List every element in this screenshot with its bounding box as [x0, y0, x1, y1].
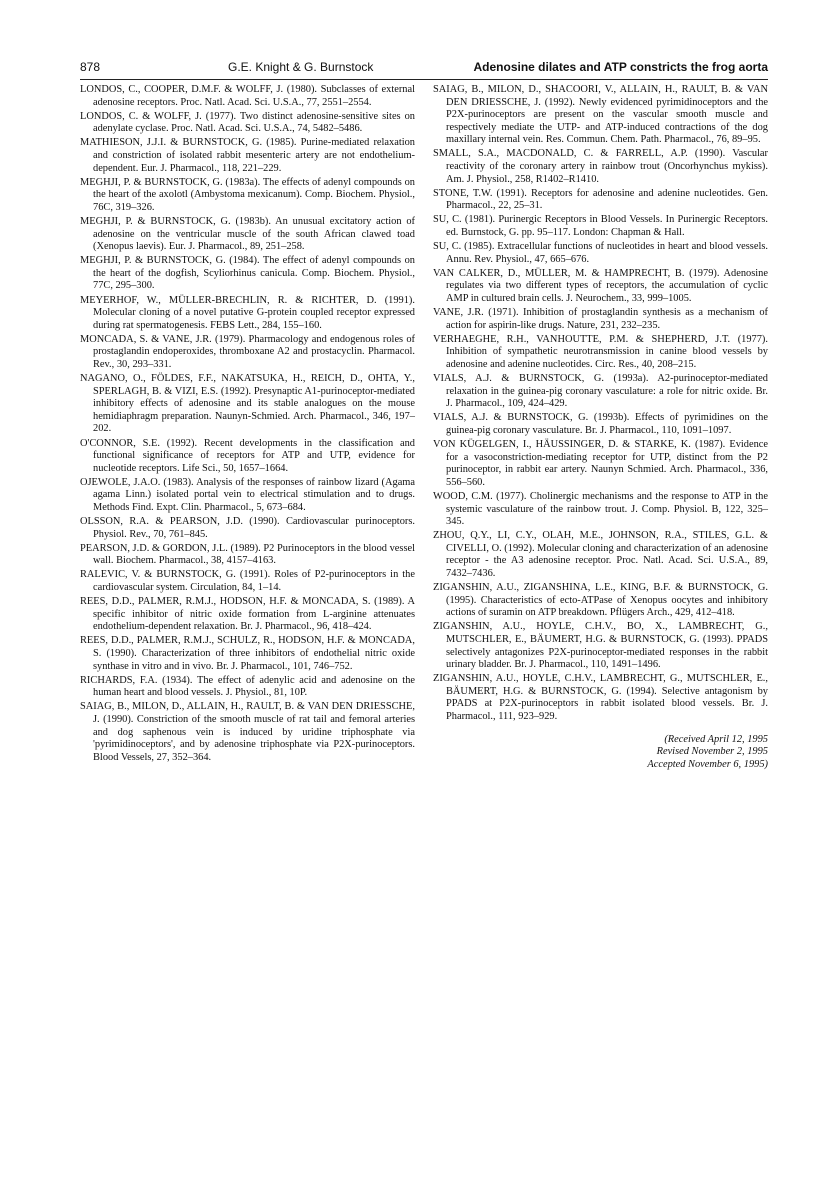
reference-entry: MEGHJI, P. & BURNSTOCK, G. (1983a). The effects of adenyl compounds on the heart of the axolotl (Ambystoma mexicanum). Comp. Biochem. Physiol., 76C, 319–326. [80, 176, 415, 213]
revised-date: Revised November 2, 1995 [656, 746, 768, 758]
reference-entry: ZIGANSHIN, A.U., ZIGANSHINA, L.E., KING, B.F. & BURNSTOCK, G. (1995). Characteristics of ecto-ATPase of Xenopus oocytes and inhibitory actions of suramin on ATP breakdown. Pflügers Arch., 429, 412–418. [433, 582, 768, 619]
reference-entry: MATHIESON, J.J.I. & BURNSTOCK, G. (1985). Purine-mediated relaxation and constriction of isolated rabbit mesenteric artery are not endothelium-dependent. Eur. J. Pharmacol., 118, 221–229. [80, 137, 415, 174]
reference-entry: SAIAG, B., MILON, D., SHACOORI, V., ALLAIN, H., RAULT, B. & VAN DEN DRIESSCHE, J. (1992). Newly evidenced pyrimidinoceptors and the P2X-purinoceptors are present on the vascular smooth muscle and respectively mediate the UTP- and ATP-induced contractions of the dog maxillary internal vein. Res. Commun. Chem. Path. Pharmacol., 76, 89–95. [433, 84, 768, 146]
reference-entry: MEGHJI, P. & BURNSTOCK, G. (1983b). An unusual excitatory action of adenosine on the ventricular muscle of the south African clawed toad (Xenopus laevis). Eur. J. Pharmacol., 89, 251–258. [80, 215, 415, 253]
header-rule [80, 79, 768, 80]
reference-entry: VERHAEGHE, R.H., VANHOUTTE, P.M. & SHEPHERD, J.T. (1977). Inhibition of sympathetic neurotransmission in canine blood vessels by adenosine and adenine nucleotides. Circ. Res., 40, 208–215. [433, 333, 768, 370]
running-header [80, 60, 768, 74]
reference-entry: VIALS, A.J. & BURNSTOCK, G. (1993a). A2-purinoceptor-mediated relaxation in the guinea-pig coronary vasculature: a role for nitric oxide. Br. J. Pharmacol., 109, 424–429. [433, 373, 768, 410]
reference-entry: LONDOS, C., COOPER, D.M.F. & WOLFF, J. (1980). Subclasses of external adenosine receptors. Proc. Natl. Acad. Sci. U.S.A., 77, 2551–2554. [80, 84, 415, 108]
references-left-column [80, 84, 415, 766]
reference-entry: ZIGANSHIN, A.U., HOYLE, C.H.V., BO, X., LAMBRECHT, G., MUTSCHLER, E., BÄUMERT, H.G. & BURNSTOCK, G. (1993). PPADS selectively antagonizes P2X-purinoceptor-mediated responses in the rabbit urinary bladder. Br. J. Pharmacol., 110, 1491–1496. [433, 621, 768, 671]
header-authors: G.E. Knight & G. Burnstock [228, 60, 374, 74]
reference-entry: RICHARDS, F.A. (1934). The effect of adenylic acid and adenosine on the human heart and blood vessels. J. Physiol., 81, 10P. [80, 674, 415, 699]
manuscript-dates [433, 734, 768, 772]
reference-entry: O'CONNOR, S.E. (1992). Recent developments in the classification and functional significance of receptors for ATP and UTP, evidence for nucleotide receptors. Life Sci., 50, 1657–1664. [80, 437, 415, 474]
reference-entry: RALEVIC, V. & BURNSTOCK, G. (1991). Roles of P2-purinoceptors in the cardiovascular system. Circulation, 84, 1–14. [80, 569, 415, 594]
running-title: Adenosine dilates and ATP constricts the frog aorta [473, 60, 768, 74]
reference-entry: ZHOU, Q.Y., LI, C.Y., OLAH, M.E., JOHNSON, R.A., STILES, G.L. & CIVELLI, O. (1992). Molecular cloning and characterization of an adenosine receptor - the A3 adenosine receptor. Proc. Natl. Acad. Sci. U.S.A., 89, 7432–7436. [433, 530, 768, 579]
reference-entry: WOOD, C.M. (1977). Cholinergic mechanisms and the response to ATP in the systemic vasculature of the rainbow trout. J. Comp. Physiol. B, 122, 325–345. [433, 490, 768, 528]
accepted-date: Accepted November 6, 1995) [647, 758, 768, 770]
reference-entry: SMALL, S.A., MACDONALD, C. & FARRELL, A.P. (1990). Vascular reactivity of the coronary artery in rainbow trout (Oncorhynchus mykiss). Am. J. Physiol., 258, R1402–R1410. [433, 148, 768, 185]
received-date: (Received April 12, 1995 [664, 733, 768, 745]
reference-entry: REES, D.D., PALMER, R.M.J., HODSON, H.F. & MONCADA, S. (1989). A specific inhibitor of nitric oxide formation from L-arginine attenuates endothelium-dependent relaxation. Br. J. Pharmacol., 96, 418–424. [80, 596, 415, 633]
reference-entry: SAIAG, B., MILON, D., ALLAIN, H., RAULT, B. & VAN DEN DRIESSCHE, J. (1990). Constriction of the smooth muscle of rat tail and femoral arteries and dog saphenous vein is induced by uridine triphosphate via 'pyrimidinoceptors', and by adenosine triphosphate via P2X-purinoceptors. Blood Vessels, 27, 352–364. [80, 701, 415, 763]
reference-entry: SU, C. (1985). Extracellular functions of nucleotides in heart and blood vessels. Annu. Rev. Physiol., 47, 665–676. [433, 241, 768, 265]
reference-entry: REES, D.D., PALMER, R.M.J., SCHULZ, R., HODSON, H.F. & MONCADA, S. (1990). Characterization of three inhibitors of endothelial nitric oxide synthase in vitro and in vivo. Br. J. Pharmacol., 101, 746–752. [80, 635, 415, 672]
reference-entry: LONDOS, C. & WOLFF, J. (1977). Two distinct adenosine-sensitive sites on adenylate cyclase. Proc. Natl. Acad. Sci. U.S.A., 74, 5482–5486. [80, 110, 415, 135]
reference-entry: SU, C. (1981). Purinergic Receptors in Blood Vessels. In Purinergic Receptors. ed. Burnstock, G. pp. 95–117. London: Chapman & Hall. [433, 214, 768, 239]
reference-entry: MONCADA, S. & VANE, J.R. (1979). Pharmacology and endogenous roles of prostaglandin endoperoxides, thromboxane A2 and prostacyclin. Pharmacol. Rev., 30, 293–331. [80, 333, 415, 370]
reference-entry: PEARSON, J.D. & GORDON, J.L. (1989). P2 Purinoceptors in the blood vessel wall. Biochem. Pharmacol., 38, 4157–4163. [80, 542, 415, 567]
reference-entry: OJEWOLE, J.A.O. (1983). Analysis of the responses of rainbow lizard (Agama agama Linn.) isolated portal vein to electrical stimulation and to drugs. Methods Find. Expt. Clin. Pharmacol., 5, 673–684. [80, 476, 415, 513]
reference-entry: NAGANO, O., FÖLDES, F.F., NAKATSUKA, H., REICH, D., OHTA, Y., SPERLAGH, B. & VIZI, E.S. (1992). Presynaptic A1-purinoceptor-mediated inhibitory effects of adenosine and its stable analogues on the mouse hemidiaphragm preparation. Naunyn-Schmied. Arch. Pharmacol., 346, 197–202. [80, 373, 415, 435]
reference-entry: MEGHJI, P. & BURNSTOCK, G. (1984). The effect of adenyl compounds on the heart of the dogfish, Scyliorhinus canicula. Comp. Biochem. Physiol., 77C, 295–300. [80, 255, 415, 292]
reference-entry: VAN CALKER, D., MÜLLER, M. & HAMPRECHT, B. (1979). Adenosine regulates via two different types of receptors, the accumulation of cyclic AMP in cultured brain cells. J. Neurochem., 33, 999–1005. [433, 267, 768, 304]
references-right-column [433, 84, 768, 771]
reference-entry: VANE, J.R. (1971). Inhibition of prostaglandin synthesis as a mechanism of action for aspirin-like drugs. Nature, 231, 232–235. [433, 307, 768, 331]
reference-entry: MEYERHOF, W., MÜLLER-BRECHLIN, R. & RICHTER, D. (1991). Molecular cloning of a novel putative G-protein coupled receptor expressed during rat spermatogenesis. FEBS Lett., 284, 155–160. [80, 294, 415, 331]
page-number: 878 [80, 60, 101, 74]
reference-entry: ZIGANSHIN, A.U., HOYLE, C.H.V., LAMBRECHT, G., MUTSCHLER, E., BÄUMERT, H.G. & BURNSTOCK, G. (1994). Selective antagonism by PPADS at P2X-purinoceptors in rabbit isolated blood vessels. Br. J. Pharmacol., 111, 923–929. [433, 673, 768, 722]
reference-entry: VIALS, A.J. & BURNSTOCK, G. (1993b). Effects of pyrimidines on the guinea-pig coronary vasculature. Br. J. Pharmacol., 110, 1091–1097. [433, 412, 768, 436]
reference-entry: STONE, T.W. (1991). Receptors for adenosine and adenine nucleotides. Gen. Pharmacol., 22, 25–31. [433, 187, 768, 212]
reference-entry: OLSSON, R.A. & PEARSON, J.D. (1990). Cardiovascular purinoceptors. Physiol. Rev., 70, 761–845. [80, 516, 415, 540]
reference-entry: VON KÜGELGEN, I., HÄUSSINGER, D. & STARKE, K. (1987). Evidence for a vasoconstriction-mediating receptor for UTP, distinct from the P2 purinoceptor, in rabbit ear artery. Naunyn Schmied. Arch. Pharmacol., 336, 556–560. [433, 439, 768, 488]
